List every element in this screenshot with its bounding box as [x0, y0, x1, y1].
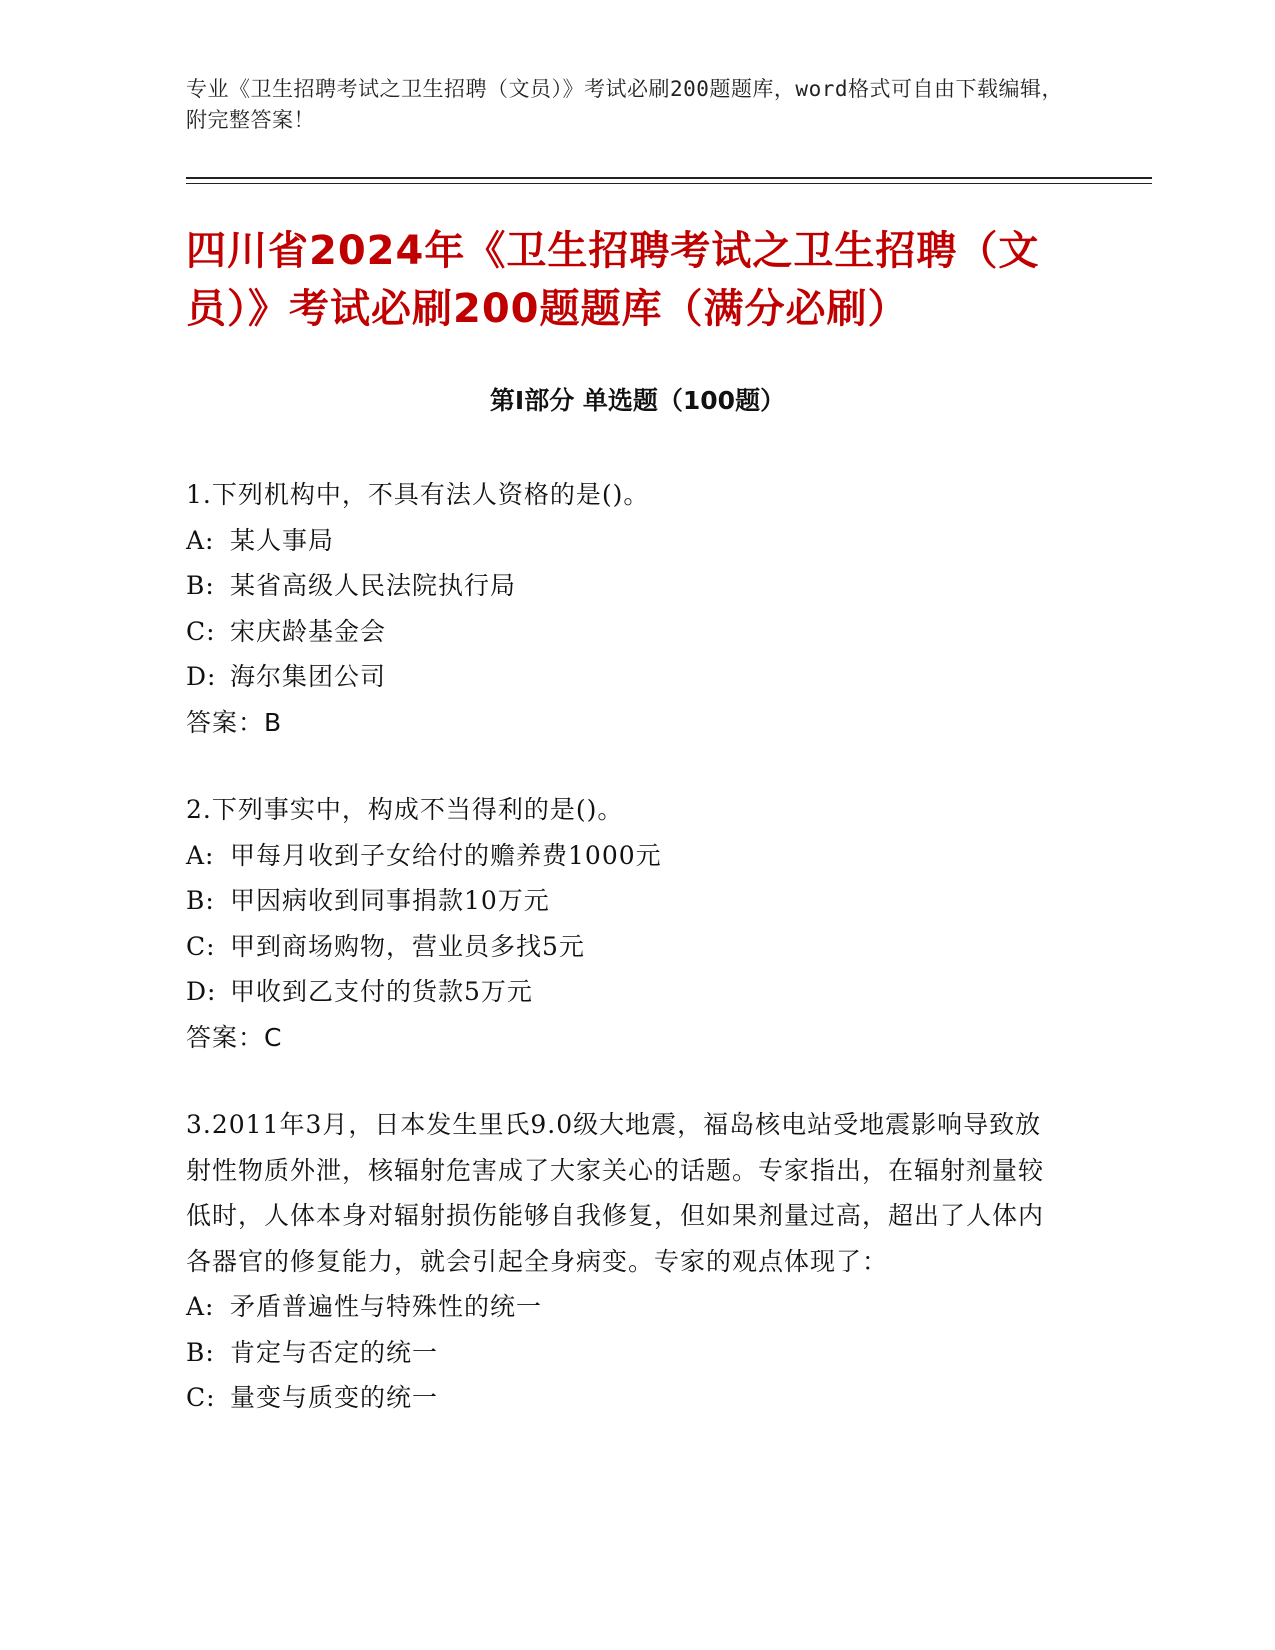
- question-text: 2.下列事实中，构成不当得利的是()。: [186, 795, 624, 824]
- option-letter: B:: [186, 571, 215, 600]
- option-letter: B:: [186, 1337, 215, 1367]
- question-2: [186, 787, 1066, 1060]
- header-rule-thick: [186, 177, 1152, 179]
- option-text: 肯定与否定的统一: [230, 1337, 439, 1367]
- option-d: [186, 969, 1066, 1015]
- question-1: [186, 472, 1066, 745]
- answer-line: 答案：B: [186, 707, 283, 737]
- option-letter: A:: [186, 1292, 215, 1321]
- question-text: 1.下列机构中，不具有法人资格的是()。: [186, 480, 650, 509]
- option-text: 某省高级人民法院执行局: [230, 571, 517, 600]
- option-text: 量变与质变的统一: [230, 1383, 439, 1412]
- option-letter: A:: [186, 840, 215, 870]
- option-d: [186, 654, 1066, 700]
- option-letter: D:: [186, 662, 217, 691]
- option-b: [186, 563, 1066, 609]
- option-letter: D:: [186, 977, 217, 1006]
- option-c: [186, 1375, 1066, 1421]
- option-text: 某人事局: [230, 525, 335, 555]
- option-letter: C:: [186, 931, 216, 961]
- option-c: [186, 924, 1066, 970]
- option-text: 甲因病收到同事捐款10万元: [230, 886, 550, 915]
- option-letter: C:: [186, 616, 216, 646]
- question-text: 3.2011年3月，日本发生里氏9.0级大地震，福岛核电站受地震影响导致放射性物质外泄，核辐射危害成了大家关心的话题。专家指出，在辐射剂量较低时，人体本身对辐射损伤能够自我修复，但如果剂量过高，超出了人体内各器官的修复能力，就会引起全身病变。专家的观点体现了：: [186, 1110, 1045, 1276]
- option-letter: C:: [186, 1383, 216, 1412]
- option-letter: B:: [186, 886, 215, 915]
- option-a: [186, 1284, 1066, 1330]
- option-text: 海尔集团公司: [230, 662, 387, 691]
- option-a: [186, 833, 1066, 879]
- option-text: 矛盾普遍性与特殊性的统一: [230, 1292, 543, 1321]
- option-letter: A:: [186, 525, 215, 555]
- document-title: 四川省2024年《卫生招聘考试之卫生招聘（文员）》考试必刷200题题库（满分必刷）: [186, 228, 1040, 332]
- option-a: [186, 518, 1066, 564]
- header-rule-thin: [186, 183, 1152, 184]
- header-note: 专业《卫生招聘考试之卫生招聘（文员）》考试必刷200题题库，word格式可自由下载编辑，附完整答案！: [186, 77, 1063, 132]
- question-list: [186, 472, 1066, 1463]
- answer-line: 答案：C: [186, 1022, 283, 1052]
- section-title: 第Ⅰ部分 单选题（100题）: [489, 386, 786, 415]
- option-b: [186, 878, 1066, 924]
- option-text: 宋庆龄基金会: [230, 616, 387, 646]
- option-text: 甲收到乙支付的货款5万元: [230, 977, 533, 1006]
- option-text: 甲到商场购物，营业员多找5元: [230, 931, 585, 961]
- option-text: 甲每月收到子女给付的赡养费1000元: [230, 840, 662, 870]
- option-c: [186, 609, 1066, 655]
- option-b: [186, 1330, 1066, 1376]
- question-3: [186, 1102, 1066, 1421]
